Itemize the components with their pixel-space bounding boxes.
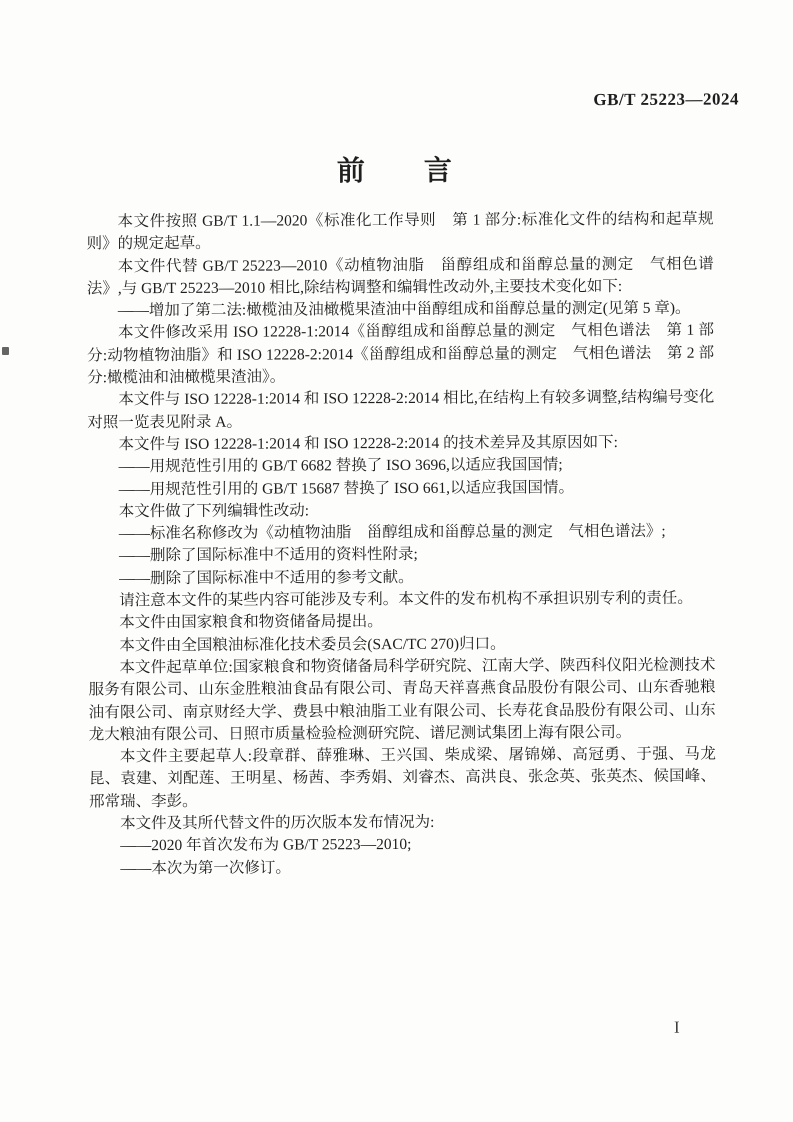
change-list-item: ——标准名称修改为《动植物油脂 甾醇组成和甾醇总量的测定 气相色谱法》; — [118, 522, 666, 543]
change-list-item: ——用规范性引用的 GB/T 6682 替换了 ISO 3696,以适应我国国情; — [118, 456, 563, 476]
drafters-paragraph: 本文件主要起草人:段章群、薛雅琳、王兴国、柴成梁、屠锦娣、高冠勇、于强、马龙昆、袁建、刘配莲、王明星、杨茜、李秀娟、刘睿杰、高洪良、张念英、张英杰、候国峰、邢常瑞、李彭。 — [88, 745, 716, 811]
drafting-units-paragraph: 本文件起草单位:国家粮食和物资储备局科学研究院、江南大学、陕西科仪阳光检测技术服务有限公司、山东金胜粮油食品有限公司、青岛天祥喜燕食品股份有限公司、山东香驰粮油有限公司、南京财经大学、费县中粮油脂工业有限公司、长寿花食品股份有限公司、山东龙大粮油有限公司、日照市质量检验检测研究院、谱尼测试集团上海有限公司。 — [88, 656, 716, 744]
change-list-item: ——增加了第二法:橄榄油及油橄榄果渣油中甾醇组成和甾醇总量的测定(见第 5 章)。 — [117, 299, 691, 320]
foreword-paragraph: 本文件及其所代替文件的历次版本发布情况为: — [120, 813, 435, 833]
foreword-body — [86, 209, 716, 881]
history-list-item: ——本次为第一次修订。 — [120, 859, 291, 877]
foreword-paragraph: 本文件由国家粮食和物资储备局提出。 — [119, 613, 383, 632]
scan-artifact-speck — [2, 347, 9, 355]
foreword-paragraph: 本文件由全国粮油标准化技术委员会(SAC/TC 270)归口。 — [119, 635, 506, 654]
change-list-item: ——删除了国际标准中不适用的资料性附录; — [118, 546, 418, 565]
foreword-paragraph: 本文件与 ISO 12228-1:2014 和 ISO 12228-2:2014 的技术差异及其原因如下: — [118, 434, 618, 454]
page-title: 前 言 — [336, 155, 453, 188]
foreword-paragraph: 本文件代替 GB/T 25223—2010《动植物油脂 甾醇组成和甾醇总量的测定 气相色谱法》,与 GB/T 25223—2010 相比,除结构调整和编辑性改动外,主要技术变化如下: — [86, 255, 714, 298]
page-number: I — [673, 1017, 680, 1037]
foreword-paragraph: 本文件修改采用 ISO 12228-1:2014《甾醇组成和甾醇总量的测定 气相色谱法 第 1 部分:动物植物油脂》和 ISO 12228-2:2014《甾醇组成和甾醇总量的测定 气相色谱法 第 2 部分:橄榄油和油橄榄果渣油》。 — [87, 322, 715, 387]
foreword-paragraph: 本文件按照 GB/T 1.1—2020《标准化工作导则 第 1 部分:标准化文件的结构和起草规则》的规定起草。 — [86, 210, 714, 253]
history-list-item: ——2020 年首次发布为 GB/T 25223—2010; — [120, 836, 412, 855]
foreword-paragraph: 本文件做了下列编辑性改动: — [118, 502, 310, 521]
foreword-paragraph: 本文件与 ISO 12228-1:2014 和 ISO 12228-2:2014 相比,在结构上有较多调整,结构编号变化对照一览表见附录 A。 — [87, 388, 715, 432]
foreword-paragraph: 请注意本文件的某些内容可能涉及专利。本文件的发布机构不承担识别专利的责任。 — [119, 589, 693, 610]
standard-code: GB/T 25223—2024 — [593, 89, 740, 110]
change-list-item: ——删除了国际标准中不适用的参考文献。 — [119, 568, 414, 587]
change-list-item: ——用规范性引用的 GB/T 15687 替换了 ISO 661,以适应我国国情。 — [118, 478, 574, 498]
